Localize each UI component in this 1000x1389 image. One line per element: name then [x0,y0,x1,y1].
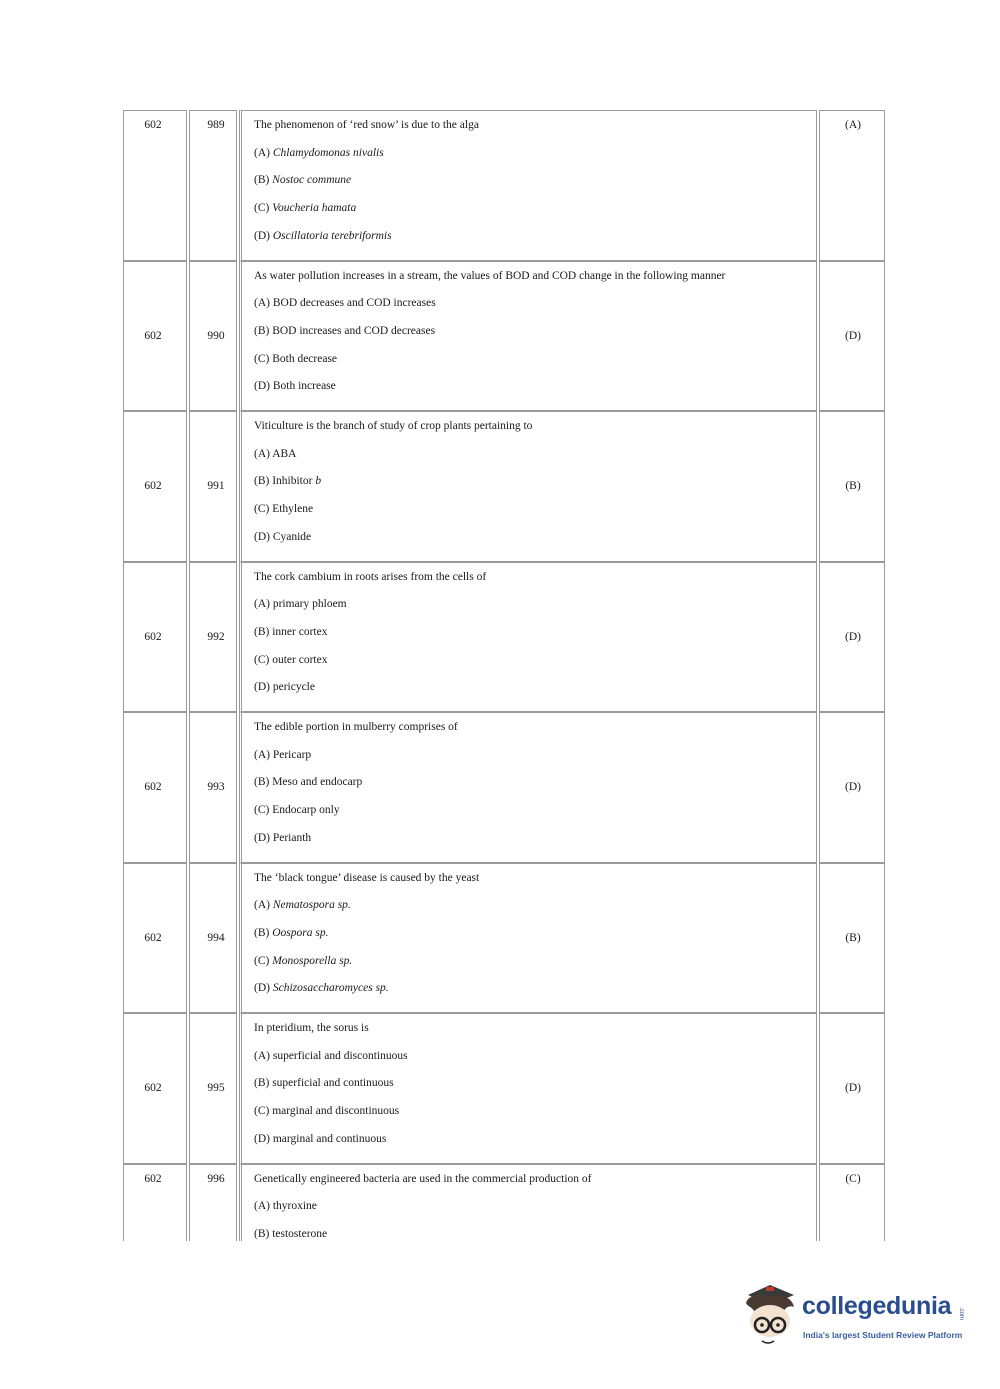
logo-wordmark: collegedunia [802,1292,952,1320]
question-text [254,119,808,257]
paper-code-cell [123,261,187,412]
italic-term: Monosporella sp. [272,954,353,967]
italic-term: Chlamydomonas nivalis [272,146,384,159]
question-cell [239,1164,817,1242]
answer-option [254,230,808,258]
answer-option [254,1050,808,1078]
question-text [254,721,808,859]
question-number: 991 [207,480,225,493]
question-stem [254,721,808,749]
italic-term: Nostoc commune [272,174,352,187]
answer-option [254,955,808,983]
correct-answer: (A) [845,119,861,131]
line-text: (A) [254,899,273,912]
line-text: (B) Meso and endocarp [254,776,363,789]
line-text: The phenomenon of ‘red snow’ is due to the alga [254,119,479,131]
answer-option [254,1105,808,1133]
answer-option [254,598,808,626]
paper-code: 602 [144,119,162,131]
paper-code: 602 [144,1172,162,1185]
answer-option [254,353,808,381]
line-text: (A) thyroxine [254,1200,317,1213]
line-text: As water pollution increases in a stream, the values of BOD and COD change in the following manner [254,269,726,282]
answer-option [254,1133,808,1161]
question-text [254,1022,808,1160]
italic-term: Voucheria hamata [272,202,357,215]
question-text [254,872,808,1010]
question-stem [254,270,808,298]
line-text: (A) [254,146,273,159]
paper-code-cell [123,712,187,863]
line-text: (A) ABA [254,447,297,460]
question-number-cell [189,1013,237,1164]
line-text: (B) [254,174,273,187]
answer-option [254,503,808,531]
answer-option [254,927,808,955]
italic-term: Oscillatoria terebriformis [272,229,392,242]
question-number-cell [189,562,237,713]
answer-option [254,982,808,1010]
table-row [123,863,885,1014]
paper-code-cell [123,863,187,1014]
question-number-cell [189,1164,237,1242]
correct-answer-cell [819,562,885,713]
question-cell [239,261,817,412]
line-text: (A) superficial and discontinuous [254,1049,408,1062]
question-number: 993 [207,781,225,794]
correct-answer: (D) [845,630,861,643]
question-number-cell [189,712,237,863]
correct-answer-cell [819,110,885,261]
table-row [123,1164,885,1242]
line-text: The ‘black tongue’ disease is caused by the yeast [254,871,480,884]
question-number: 990 [207,329,225,342]
answer-option [254,147,808,175]
paper-code: 602 [144,630,162,643]
line-text: (C) [254,202,273,215]
question-text [254,420,808,558]
question-number: 995 [207,1082,225,1095]
question-stem [254,119,808,147]
question-number: 989 [207,119,225,131]
line-text: The edible portion in mulberry comprises of [254,721,458,733]
line-text: (B) inner cortex [254,625,328,638]
paper-code: 602 [144,781,162,794]
answer-option [254,776,808,804]
italic-term: Oospora sp. [272,926,329,939]
answer-option [254,202,808,230]
answer-option [254,832,808,860]
table-row [123,411,885,562]
paper-code: 602 [144,329,162,342]
question-number-cell [189,863,237,1014]
paper-code-cell [123,110,187,261]
line-text: (D) Cyanide [254,530,312,543]
question-stem [254,1173,808,1201]
question-cell [239,411,817,562]
question-stem [254,571,808,599]
question-table [123,110,885,1241]
italic-term: b [315,475,322,488]
question-text [254,571,808,709]
logo-tagline: India's largest Student Review Platform [803,1330,963,1340]
line-text: (C) outer cortex [254,653,328,666]
line-text: (D) [254,229,273,242]
correct-answer: (D) [845,1082,861,1095]
correct-answer-cell [819,712,885,863]
line-text: In pteridium, the sorus is [254,1022,369,1034]
logo-suffix: .com [958,1307,964,1321]
question-number-cell [189,261,237,412]
line-text: (C) [254,954,273,967]
question-cell [239,863,817,1014]
answer-option [254,448,808,476]
line-text: (C) Ethylene [254,503,314,516]
answer-option [254,531,808,559]
correct-answer-cell [819,1013,885,1164]
question-number: 994 [207,931,225,944]
line-text: (B) testosterone [254,1227,328,1240]
paper-code-cell [123,1013,187,1164]
line-text: Viticulture is the branch of study of crop plants pertaining to [254,420,533,432]
question-cell [239,110,817,261]
line-text: (D) Perianth [254,831,312,844]
paper-code-cell [123,411,187,562]
line-text: (C) Both decrease [254,352,338,365]
question-stem [254,420,808,448]
paper-code: 602 [144,480,162,493]
question-cell [239,1013,817,1164]
answer-option [254,1077,808,1105]
answer-option [254,1228,808,1241]
answer-option [254,297,808,325]
table-row [123,261,885,412]
answer-option [254,325,808,353]
line-text: (A) Pericarp [254,748,312,761]
table-row [123,712,885,863]
question-cell [239,712,817,863]
answer-option [254,899,808,927]
correct-answer: (B) [845,931,861,944]
italic-term: Nematospora sp. [272,899,351,912]
question-number-cell [189,110,237,261]
question-stem [254,1022,808,1050]
correct-answer-cell [819,863,885,1014]
question-text [254,1173,808,1242]
answer-option [254,1200,808,1228]
question-stem [254,872,808,900]
answer-option [254,174,808,202]
answer-option [254,475,808,503]
line-text: (A) BOD decreases and COD increases [254,297,436,310]
correct-answer: (D) [845,329,861,342]
answer-option [254,804,808,832]
paper-code: 602 [144,1082,162,1095]
table-row [123,562,885,713]
paper-code: 602 [144,931,162,944]
answer-option [254,681,808,709]
line-text: (D) Both increase [254,380,336,393]
correct-answer: (B) [845,480,861,493]
question-number: 992 [207,630,225,643]
correct-answer-cell [819,411,885,562]
line-text: (B) Inhibitor [254,475,316,488]
question-number: 996 [207,1172,225,1185]
question-text [254,270,808,408]
line-text: (C) Endocarp only [254,804,340,817]
paper-code-cell [123,562,187,713]
paper-code-cell [123,1164,187,1242]
answer-option [254,749,808,777]
question-cell [239,562,817,713]
line-text: (B) BOD increases and COD decreases [254,324,436,337]
question-number-cell [189,411,237,562]
answer-option [254,626,808,654]
italic-term: Schizosaccharomyces sp. [272,982,389,995]
line-text: (D) pericycle [254,681,315,694]
line-text: (D) marginal and continuous [254,1132,387,1145]
line-text: Genetically engineered bacteria are used in the commercial production of [254,1172,592,1185]
answer-option [254,380,808,408]
table-row [123,110,885,261]
line-text: (B) superficial and continuous [254,1077,394,1090]
table-row [123,1013,885,1164]
answer-option [254,654,808,682]
correct-answer: (C) [845,1172,861,1185]
line-text: (D) [254,982,273,995]
correct-answer-cell [819,1164,885,1242]
correct-answer-cell [819,261,885,412]
line-text: (A) primary phloem [254,598,347,611]
line-text: The cork cambium in roots arises from the cells of [254,570,487,583]
line-text: (C) marginal and discontinuous [254,1105,400,1118]
correct-answer: (D) [845,781,861,794]
line-text: (B) [254,926,273,939]
